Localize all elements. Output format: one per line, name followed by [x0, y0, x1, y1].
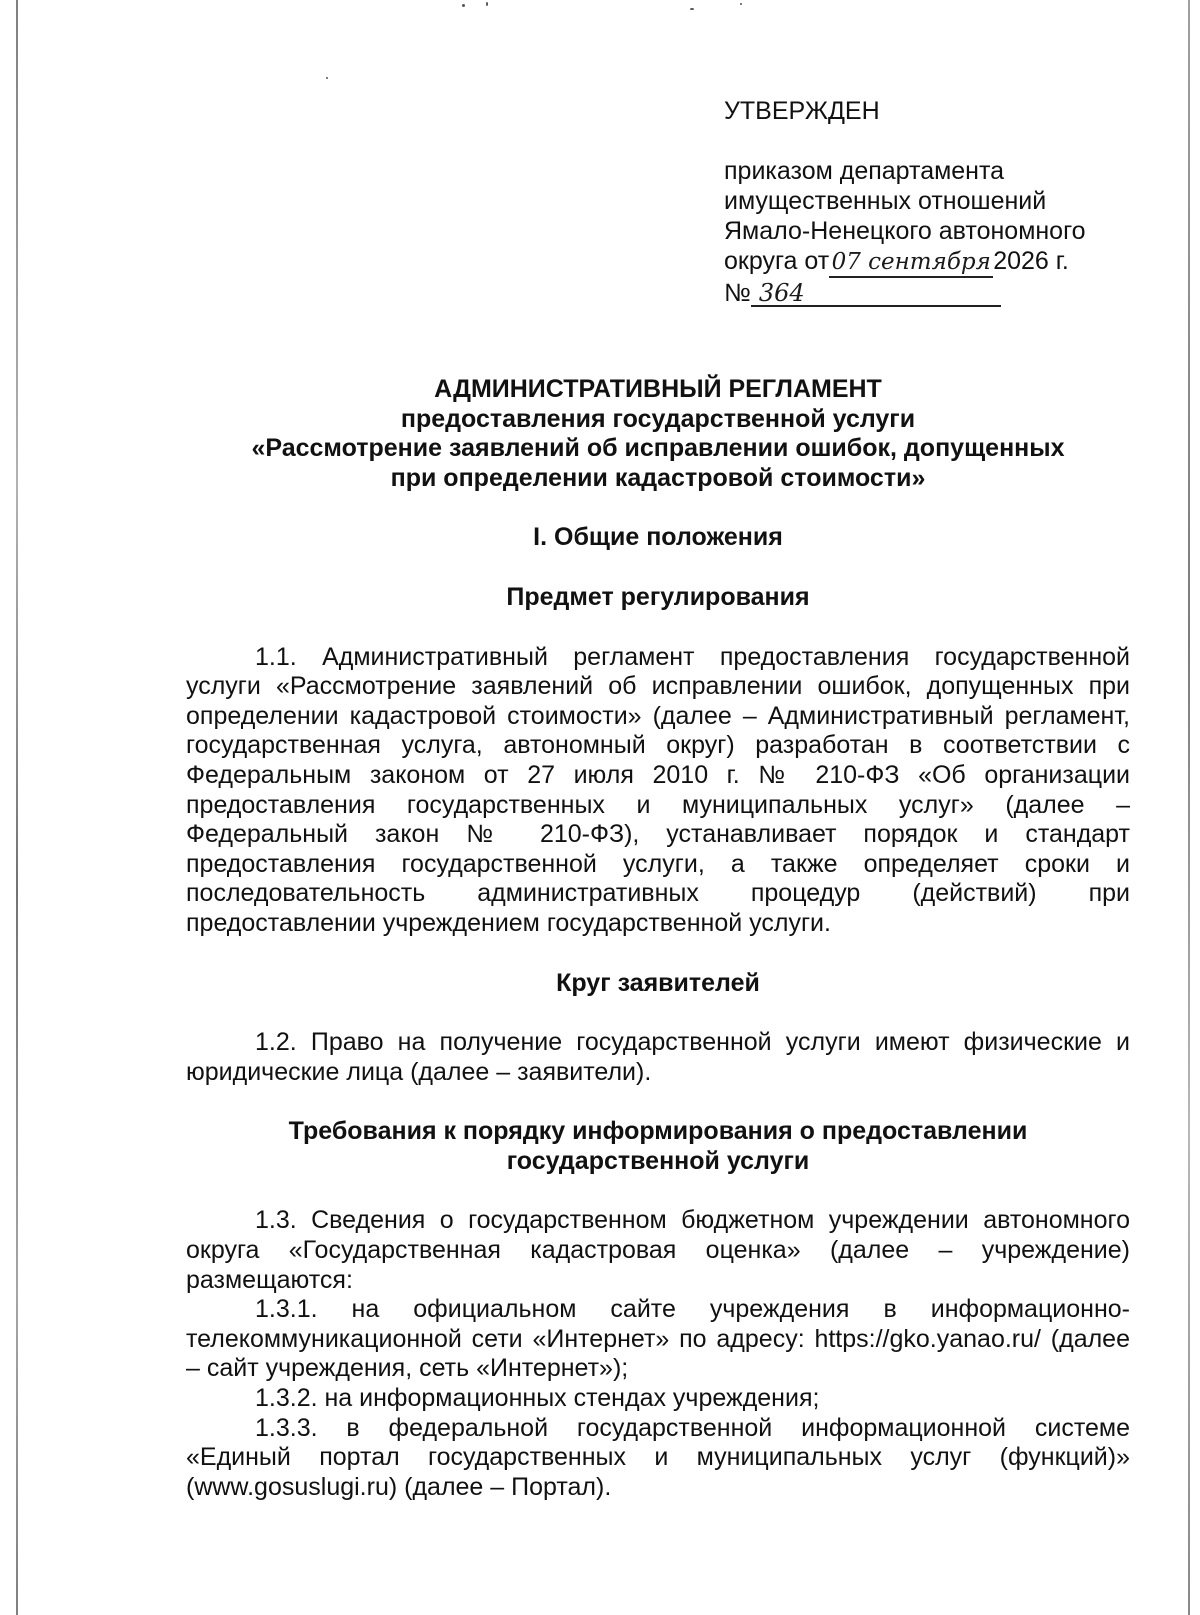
applicants-heading: Круг заявителей — [556, 968, 760, 997]
handwritten-date: 07 сентября — [829, 248, 993, 278]
scan-left-edge — [16, 0, 18, 1615]
info-heading-line: Требования к порядку информирования о предоставлении — [288, 1117, 1028, 1146]
title-line: АДМИНИСТРАТИВНЫЙ РЕГЛАМЕНТ — [434, 375, 882, 403]
title-line: предоставления государственной услуги — [400, 404, 916, 433]
number-prefix: № — [724, 279, 751, 307]
approval-line: имущественных отношений — [724, 187, 1047, 215]
scan-speck — [486, 2, 488, 6]
paragraph-1-3: 1.3. Сведения о государственном бюджетном учреждении автономного округа «Государственная кадастровая оценка» (далее – учреждение) размещаются: — [186, 1206, 1130, 1294]
scan-speck — [326, 77, 328, 79]
paragraph-1-3-2: 1.3.2. на информационных стендах учреждения; — [255, 1384, 820, 1413]
approval-block — [724, 96, 1144, 308]
scan-right-edge — [1188, 0, 1190, 1615]
handwritten-number: 364 — [751, 279, 1001, 307]
scan-speck — [690, 8, 694, 10]
document-title — [186, 375, 1130, 493]
scan-speck — [740, 3, 742, 5]
document-body — [186, 375, 1130, 1502]
title-line: при определении кадастровой стоимости» — [390, 463, 926, 492]
date-prefix: округа от — [724, 247, 830, 275]
paragraph-1-3-3: 1.3.3. в федеральной государственной информационной системе «Единый портал государственных и муниципальных услуг (функций)» (www.gosuslugi.ru) (далее – Портал). — [186, 1413, 1130, 1501]
section-heading: I. Общие положения — [533, 523, 783, 552]
approval-stamp: УТВЕРЖДЕН — [724, 97, 880, 125]
scan-speck — [462, 4, 465, 7]
approval-number-line — [724, 278, 1144, 308]
info-heading-line: государственной услуги — [506, 1146, 810, 1175]
paragraph-1-3-1: 1.3.1. на официальном сайте учреждения в информационно-телекоммуникационной сети «Интернет» по адресу: https://gko.yanao.ru/ (далее – сайт учреждения, сеть «Интернет»); — [186, 1295, 1130, 1383]
approval-line: Ямало-Ненецкого автономного — [724, 217, 1086, 245]
title-line: «Рассмотрение заявлений об исправлении ошибок, допущенных — [251, 434, 1065, 463]
year-suffix: 2026 г. — [993, 247, 1069, 275]
approval-date-line — [724, 246, 1144, 278]
subject-heading: Предмет регулирования — [506, 582, 810, 611]
paragraph-1-1: 1.1. Административный регламент предоставления государственной услуги «Рассмотрение заявлений об исправлении ошибок, допущенных при определении кадастровой стоимости» (далее – Административный регламент, государственная услуга, автономный округ) разработан в соответствии с Федеральным законом от 27 июля 2010 г. № 210-ФЗ «Об организации предоставления государственных и муниципальных услуг» (далее – Федеральный закон № 210-ФЗ), устанавливает порядок и стандарт предоставления государственной услуги, а также определяет сроки и последовательность административных процедур (действий) при предоставлении учреждением государственной услуги. — [186, 642, 1130, 937]
info-heading — [186, 1117, 1130, 1176]
approval-line: приказом департамента — [724, 157, 1005, 185]
paragraph-1-2: 1.2. Право на получение государственной услуги имеют физические и юридические лица (далее – заявители). — [186, 1028, 1130, 1086]
